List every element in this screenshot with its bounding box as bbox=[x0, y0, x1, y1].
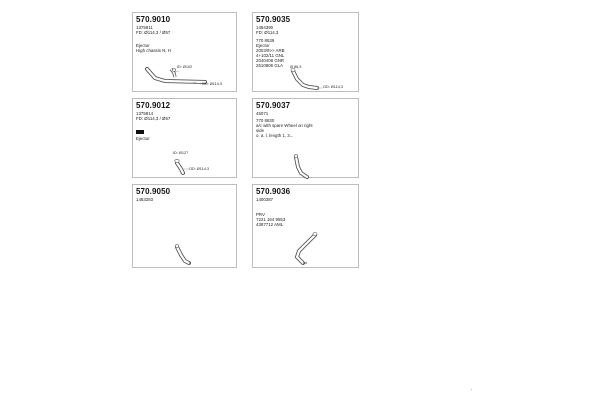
part-desc-line: Ejector bbox=[136, 43, 150, 48]
part-card-570-9036[interactable] bbox=[252, 184, 359, 268]
callout-label: OD: Ø114,3 bbox=[323, 85, 343, 89]
exhaust-pipe-drawing bbox=[133, 13, 238, 93]
callout-label: ID: Ø127 bbox=[173, 151, 189, 155]
exhaust-pipe-drawing bbox=[253, 99, 360, 179]
page-marker bbox=[471, 389, 472, 390]
part-ref: 1483283 bbox=[136, 197, 154, 202]
part-card-570-9010[interactable] bbox=[132, 12, 237, 92]
part-number: 570.9010 bbox=[136, 15, 171, 24]
part-desc-line: 4387712 AML bbox=[256, 222, 284, 227]
part-number: 570.9035 bbox=[256, 15, 291, 24]
exhaust-pipe-drawing bbox=[133, 185, 238, 269]
part-number: 570.9050 bbox=[136, 187, 171, 196]
part-desc-line: 770 8830 bbox=[256, 118, 275, 123]
part-card-570-9037[interactable] bbox=[252, 98, 359, 178]
callout-label: ID: Ø102 bbox=[177, 65, 193, 69]
callout-label: OD: Ø114,3 bbox=[189, 167, 209, 171]
part-desc-line: 770 8539 bbox=[256, 38, 275, 43]
part-desc-line: 2510806 GLA bbox=[256, 63, 284, 68]
part-ref: 1375811 bbox=[136, 25, 153, 30]
part-desc-line: side bbox=[256, 128, 265, 133]
part-desc-line: 2003/9>> ARB bbox=[256, 48, 285, 53]
part-number: 570.9012 bbox=[136, 101, 171, 110]
part-desc-line: 7221 164 9553 bbox=[256, 217, 286, 222]
part-desc-line: 4+102/11 GNL bbox=[256, 53, 285, 58]
part-number: 570.9037 bbox=[256, 101, 291, 110]
part-card-570-9035[interactable] bbox=[252, 12, 359, 92]
part-ref: 1484390 bbox=[256, 25, 274, 30]
part-ref: 1400387 bbox=[256, 197, 274, 202]
exhaust-pipe-drawing bbox=[253, 13, 360, 93]
part-diameter: FD: Ø114,3 bbox=[256, 30, 279, 35]
exhaust-pipe-drawing bbox=[253, 185, 360, 269]
part-ref: 46071 bbox=[256, 111, 269, 116]
part-card-570-9050[interactable] bbox=[132, 184, 237, 268]
part-desc-line: Ejector bbox=[136, 136, 150, 141]
part-desc-line: Ejector bbox=[256, 43, 270, 48]
part-desc-line: High chassis N, H bbox=[136, 48, 171, 53]
part-desc-line: a/c with spare Wheel on right bbox=[256, 123, 313, 128]
callout-label: OD: Ø114,3 bbox=[202, 82, 222, 86]
part-diameter: FD: Ø114,3 / Ø57 bbox=[136, 30, 171, 35]
exhaust-pipe-drawing bbox=[133, 99, 238, 179]
callout-label: Ø 86,3 bbox=[290, 65, 302, 69]
part-desc-line: PRV bbox=[256, 212, 265, 217]
part-card-570-9012[interactable] bbox=[132, 98, 237, 178]
part-desc-line: 2040408 GNR bbox=[256, 58, 285, 63]
part-number: 570.9036 bbox=[256, 187, 291, 196]
part-ref: 1375814 bbox=[136, 111, 154, 116]
part-desc-line: o. a. l. length 1, 3... bbox=[256, 133, 294, 138]
part-diameter: FD: Ø114,3 / Ø57 bbox=[136, 116, 171, 121]
